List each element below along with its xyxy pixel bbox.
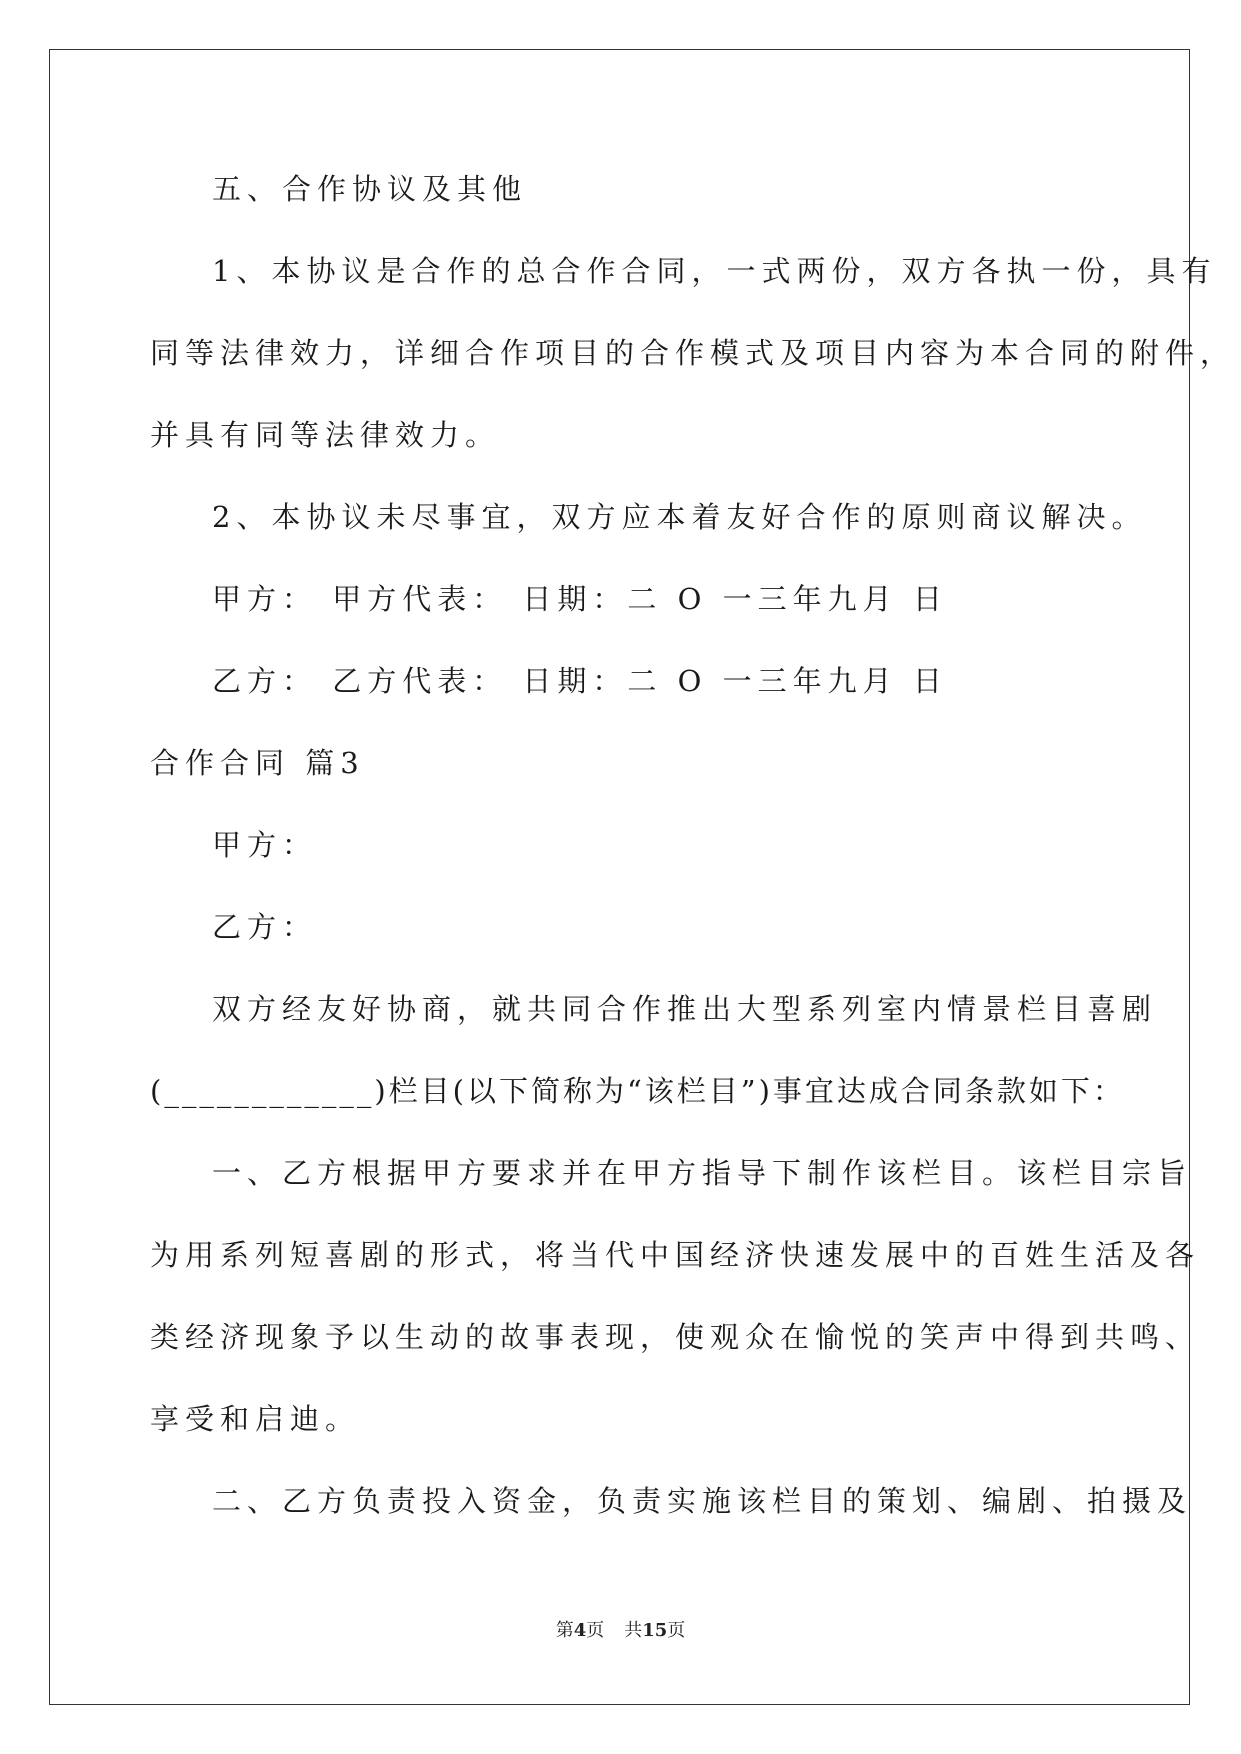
total-pages: 15 [642, 1620, 668, 1641]
paragraph-line: 为用系列短喜剧的形式，将当代中国经济快速发展中的百姓生活及各 [150, 1238, 1201, 1272]
paragraph-line: 类经济现象予以生动的故事表现，使观众在愉悦的笑声中得到共鸣、 [150, 1320, 1201, 1354]
page-footer [0, 1616, 1241, 1642]
party-a-label: 甲方： [212, 828, 318, 862]
page-number: 4 [573, 1620, 587, 1641]
signature-line-party-b: 乙方： 乙方代表： 日期：二 O 一三年九月 日 [212, 664, 948, 698]
paragraph-line: 同等法律效力，详细合作项目的合作模式及项目内容为本合同的附件， [150, 336, 1236, 370]
page-suffix: 页 [586, 1620, 605, 1641]
paragraph-line: 1、本协议是合作的总合作合同，一式两份，双方各执一份，具有 [212, 254, 1217, 288]
party-b-label: 乙方： [212, 910, 318, 944]
paragraph-line: (____________)栏目(以下简称为“该栏目”)事宜达成合同条款如下： [150, 1074, 1125, 1108]
paragraph-line: 一、乙方根据甲方要求并在甲方指导下制作该栏目。该栏目宗旨 [212, 1156, 1193, 1190]
paragraph-line: 2、本协议未尽事宜，双方应本着友好合作的原则商议解决。 [212, 500, 1147, 534]
paragraph-line: 享受和启迪。 [150, 1402, 361, 1436]
signature-line-party-a: 甲方： 甲方代表： 日期：二 O 一三年九月 日 [212, 582, 948, 616]
paragraph-line: 二、乙方负责投入资金，负责实施该栏目的策划、编剧、拍摄及 [212, 1484, 1193, 1518]
total-suffix: 页 [667, 1620, 686, 1641]
paragraph-line: 并具有同等法律效力。 [150, 418, 501, 452]
page-prefix: 第 [555, 1620, 574, 1641]
document-body [150, 148, 1236, 1542]
section-heading: 五、合作协议及其他 [212, 172, 528, 206]
contract-title: 合作合同 篇3 [150, 746, 365, 780]
total-prefix: 共 [624, 1620, 643, 1641]
paragraph-line: 双方经友好协商，就共同合作推出大型系列室内情景栏目喜剧 [212, 992, 1158, 1026]
